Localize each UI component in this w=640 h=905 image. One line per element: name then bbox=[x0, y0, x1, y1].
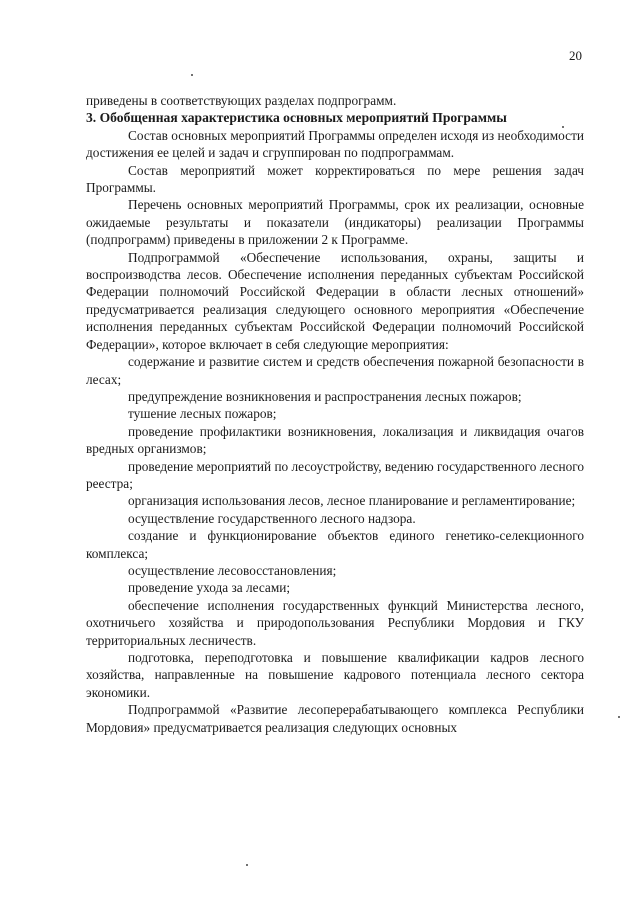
list-item: проведение мероприятий по лесоустройству, ведению государственного лесного реестра; bbox=[86, 458, 585, 491]
intro-line: приведены в соответствующих разделах подпрограмм. bbox=[86, 93, 397, 108]
scan-speck bbox=[191, 74, 193, 76]
scan-speck bbox=[246, 864, 248, 866]
list-item: тушение лесных пожаров; bbox=[128, 406, 277, 422]
list-item: подготовка, переподготовка и повышение квалификации кадров лесного хозяйства, направленные на повышение кадрового потенциала лесного сектора экономики. bbox=[86, 650, 584, 700]
paragraph-adjustment: Состав мероприятий может корректироваться по мере решения задач Программы. bbox=[86, 162, 584, 196]
paragraph-composition: Состав основных мероприятий Программы определен исходя из необходимости достижения ее целей и задач и сгруппирован по подпрограммам. bbox=[86, 127, 584, 161]
list-item: проведение профилактики возникновения, локализация и ликвидация очагов вредных организмов; bbox=[86, 423, 584, 457]
page-number: 20 bbox=[569, 48, 582, 63]
list-item: предупреждение возникновения и распространения лесных пожаров; bbox=[128, 388, 522, 404]
list-item: проведение ухода за лесами; bbox=[128, 580, 291, 596]
paragraph-subprogram-processing: Подпрограммой «Развитие лесоперерабатывающего комплекса Республики Мордовия» предусматривается реализация следующих основных bbox=[86, 702, 584, 735]
list-item: осуществление государственного лесного надзора. bbox=[128, 510, 416, 526]
list-item: организация использования лесов, лесное планирование и регламентирование; bbox=[128, 493, 576, 509]
scan-speck bbox=[618, 716, 620, 718]
paragraph-list-reference: Перечень основных мероприятий Программы, срок их реализации, основные ожидаемые результаты и показатели (индикаторы) реализации Программы (подпрограмм) приведены в приложении 2 к Программе. bbox=[86, 197, 584, 248]
list-item: содержание и развитие систем и средств обеспечения пожарной безопасности в лесах; bbox=[86, 354, 584, 387]
scan-speck bbox=[562, 126, 564, 128]
document-body bbox=[86, 92, 584, 736]
list-item: создание и функционирование объектов единого генетико-селекционного комплекса; bbox=[86, 528, 584, 561]
paragraph-subprogram-forest: Подпрограммой «Обеспечение использования, охраны, защиты и воспроизводства лесов. Обеспечение исполнения переданных субъектам Российской Федерации полномочий Российской Федерации в области лесных отношений» предусматривается реализация следующего основного мероприятия «Обеспечение исполнения переданных субъектам Российской Федерации полномочий Российской Федерации», которое включает в себя следующие мероприятия: bbox=[86, 249, 584, 352]
section-heading: 3. Обобщенная характеристика основных мероприятий Программы bbox=[86, 110, 507, 126]
list-item: осуществление лесовосстановления; bbox=[128, 562, 337, 578]
list-item: обеспечение исполнения государственных функций Министерства лесного, охотничьего хозяйства и природопользования Республики Мордовия и ГКУ территориальных лесничеств. bbox=[86, 597, 584, 648]
